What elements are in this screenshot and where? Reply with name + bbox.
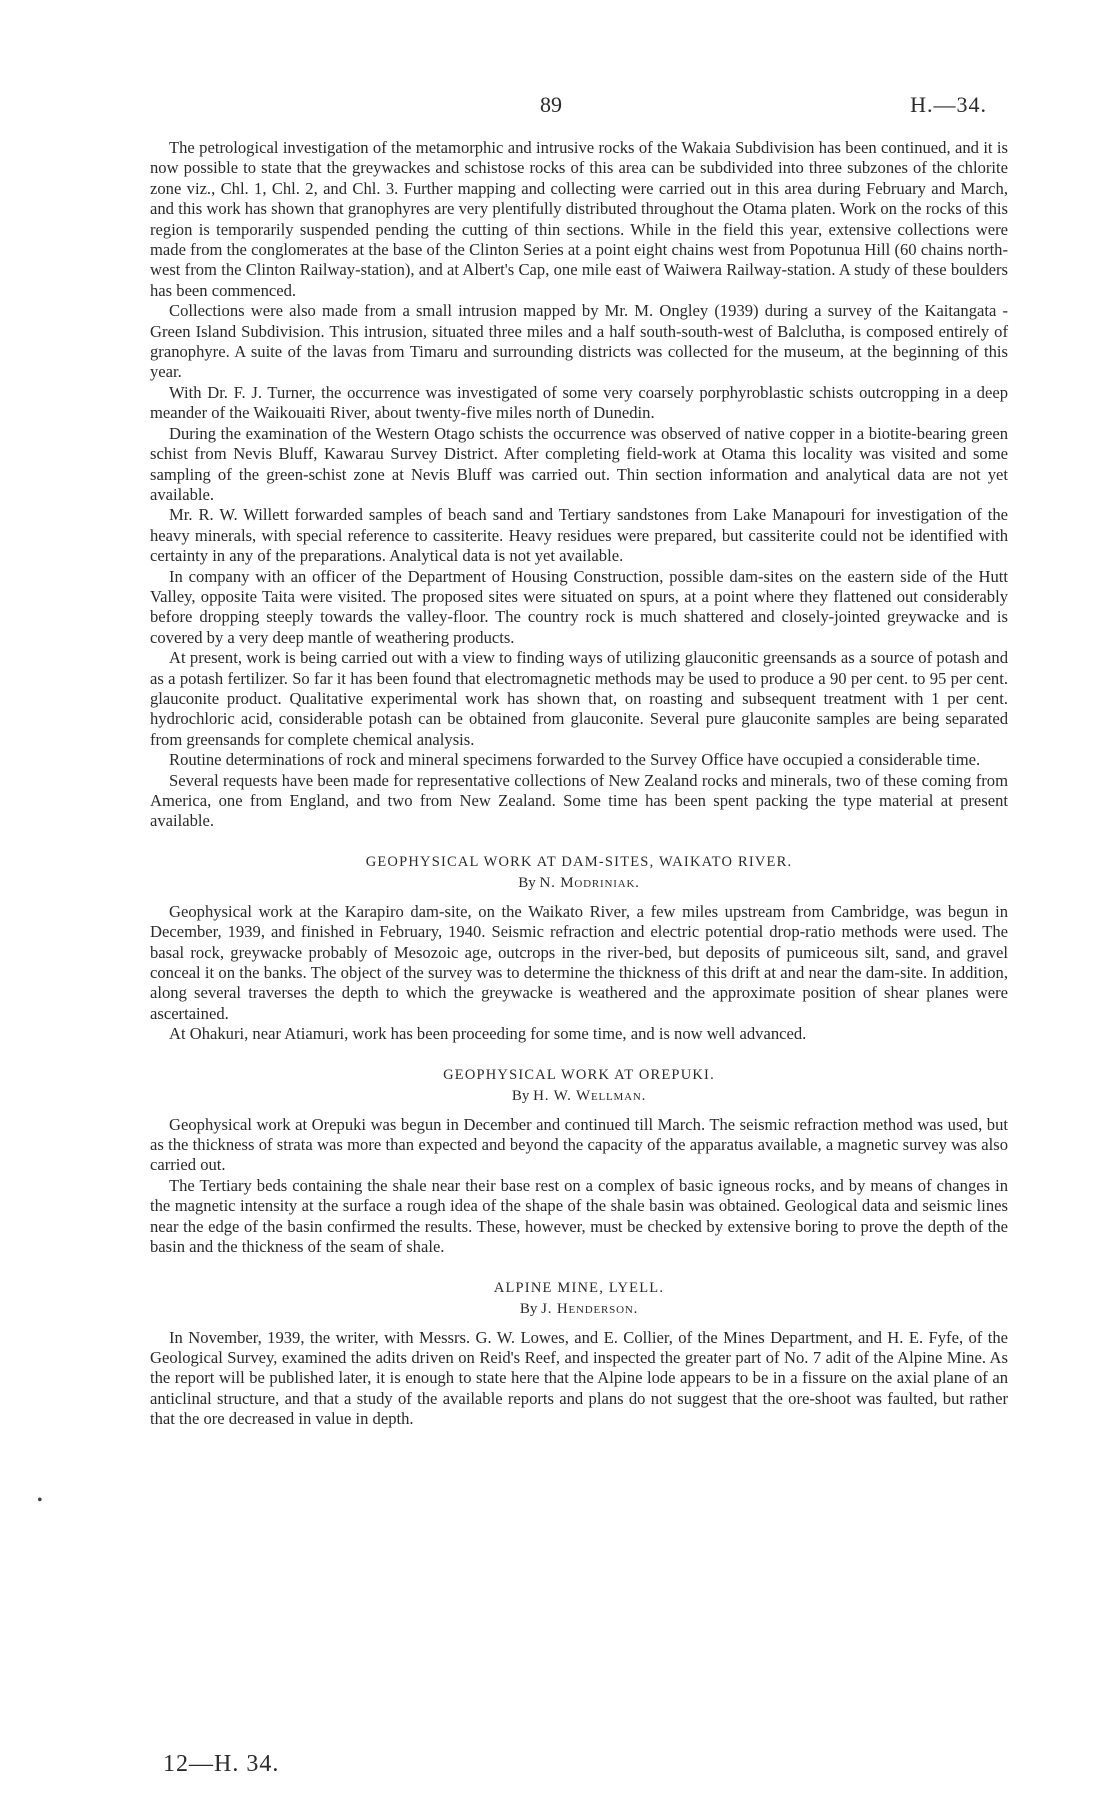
- paragraph: In company with an officer of the Department of Housing Construction, possible dam-sites on the eastern side of the Hutt Valley, opposite Taita were visited. The proposed sites were situated on spurs, at a point where they flattened out considerably before dropping steeply towards the valley-floor. The country rock is much shattered and closely-jointed greywacke and is covered by a very deep mantle of weathering products.: [150, 566, 1008, 647]
- intro-section: [150, 138, 1008, 832]
- paragraph: During the examination of the Western Otago schists the occurrence was observed of native copper in a biotite-bearing green schist from Nevis Bluff, Kawarau Survey District. After completing field-work at Otama this locality was visited and some sampling of the green-schist zone at Nevis Bluff was carried out. Thin section information and analytical data are not yet available.: [150, 423, 1008, 504]
- section-title: ALPINE MINE, LYELL.: [493, 1279, 665, 1296]
- section-dam-sites: [150, 854, 1008, 1045]
- paragraph: At present, work is being carried out with a view to finding ways of utilizing glauconitic greensands as a source of potash and as a potash fertilizer. So far it has been found that electromagnetic methods may be used to produce a 90 per cent. to 95 per cent. glauconite product. Qualitative experimental work has shown that, on roasting and subsequent treatment with 1 per cent. hydrochloric acid, considerable potash can be obtained from glauconite. Several pure glauconite samples are being separated from greensands for complete chemical analysis.: [150, 648, 1008, 749]
- paragraph: Collections were also made from a small intrusion mapped by Mr. M. Ongley (1939) during a survey of the Kaitangata - Green Island Subdivision. This intrusion, situated three miles and a half south-south-west of Balclutha, is composed entirely of granophyre. A suite of the lavas from Timaru and surrounding districts was collected for the museum, at the beginning of this year.: [150, 301, 1008, 382]
- section-author: H. W. Wellman.: [533, 1087, 647, 1104]
- paragraph: Mr. R. W. Willett forwarded samples of beach sand and Tertiary sandstones from Lake Manapouri for investigation of the heavy minerals, with special reference to cassiterite. Heavy residues were prepared, but cassiterite could not be identified with certainty in any of the preparations. Analytical data is not yet available.: [150, 505, 1008, 566]
- section-byline: [150, 1088, 1008, 1105]
- section-author: N. Modriniak.: [539, 874, 640, 891]
- byline-prefix: By: [519, 1300, 538, 1317]
- byline-prefix: By: [518, 874, 536, 891]
- section-byline: [150, 875, 1008, 892]
- margin-mark: •: [37, 1492, 43, 1509]
- section-orepuki: [150, 1067, 1008, 1258]
- paragraph: The Tertiary beds containing the shale near their base rest on a complex of basic igneous rocks, and by means of changes in the magnetic intensity at the surface a rough idea of the shape of the shale basin was obtained. Geological data and seismic lines near the edge of the basin confirmed the results. These, however, must be checked by extensive boring to prove the depth of the basin and the thickness of the seam of shale.: [150, 1175, 1008, 1257]
- paragraph: Geophysical work at the Karapiro dam-site, on the Waikato River, a few miles upstream from Cambridge, was begun in December, 1939, and finished in February, 1940. Seismic refraction and electric potential drop-ratio methods were used. The basal rock, greywacke probably of Mesozoic age, outcrops in the river-bed, but deposits of pumiceous silt, sand, and gravel conceal it on the banks. The object of the survey was to determine the thickness of this drift at and near the dam-site. In addition, along several traverses the depth to which the greywacke is weathered and the approximate position of shear planes were ascertained.: [150, 901, 1008, 1023]
- section-alpine-mine: [150, 1280, 1008, 1430]
- paragraph: In November, 1939, the writer, with Messrs. G. W. Lowes, and E. Collier, of the Mines Department, and H. E. Fyfe, of the Geological Survey, examined the adits driven on Reid's Reef, and inspected the greater part of No. 7 adit of the Alpine Mine. As the report will be published later, it is enough to state here that the Alpine lode appears to be in a fissure on the axial plane of an anticlinal structure, and that a study of the available reports and plans do not suggest that the ore-shoot was faulted, but rather that the ore decreased in value in depth.: [150, 1327, 1008, 1429]
- paragraph: At Ohakuri, near Atiamuri, work has been proceeding for some time, and is now well advanced.: [169, 1024, 807, 1044]
- byline-prefix: By: [511, 1087, 530, 1104]
- document-reference: H.—34.: [910, 92, 987, 117]
- paragraph: Geophysical work at Orepuki was begun in December and continued till March. The seismic refraction method was used, but as the thickness of strata was more than expected and beyond the capacity of the apparatus available, a magnetic survey was also carried out.: [150, 1114, 1008, 1175]
- section-title: GEOPHYSICAL WORK AT DAM-SITES, WAIKATO RIVER.: [365, 853, 793, 870]
- section-author: J. Henderson.: [541, 1300, 639, 1317]
- paragraph: With Dr. F. J. Turner, the occurrence was investigated of some very coarsely porphyroblastic schists outcropping in a deep meander of the Waikouaiti River, about twenty-five miles north of Dunedin.: [150, 382, 1008, 423]
- page-number: 89: [540, 92, 562, 117]
- paragraph: Routine determinations of rock and mineral specimens forwarded to the Survey Office have occupied a considerable time.: [169, 750, 981, 770]
- paragraph: Several requests have been made for representative collections of New Zealand rocks and minerals, two of these coming from America, one from England, and two from New Zealand. Some time has been spent packing the type material at present available.: [150, 770, 1008, 831]
- signature-mark: 12—H. 34.: [163, 1751, 280, 1777]
- section-byline: [150, 1301, 1008, 1318]
- paragraph: The petrological investigation of the metamorphic and intrusive rocks of the Wakaia Subdivision has been continued, and it is now possible to state that the greywackes and schistose rocks of this area can be subdivided into three subzones of the chlorite zone viz., Chl. 1, Chl. 2, and Chl. 3. Further mapping and collecting were carried out in this area during February and March, and this work has shown that granophyres are very plentifully distributed throughout the Otama platen. Work on the rocks of this region is temporarily suspended pending the cutting of thin sections. While in the field this year, extensive collections were made from the conglomerates at the base of the Clinton Series at a point eight chains west from Popotunua Hill (60 chains north-west from the Clinton Railway-station), and at Albert's Cap, one mile east of Waiwera Railway-station. A study of these boulders has been commenced.: [150, 138, 1008, 300]
- section-title: GEOPHYSICAL WORK AT OREPUKI.: [443, 1066, 715, 1083]
- page-body: [150, 138, 1008, 1430]
